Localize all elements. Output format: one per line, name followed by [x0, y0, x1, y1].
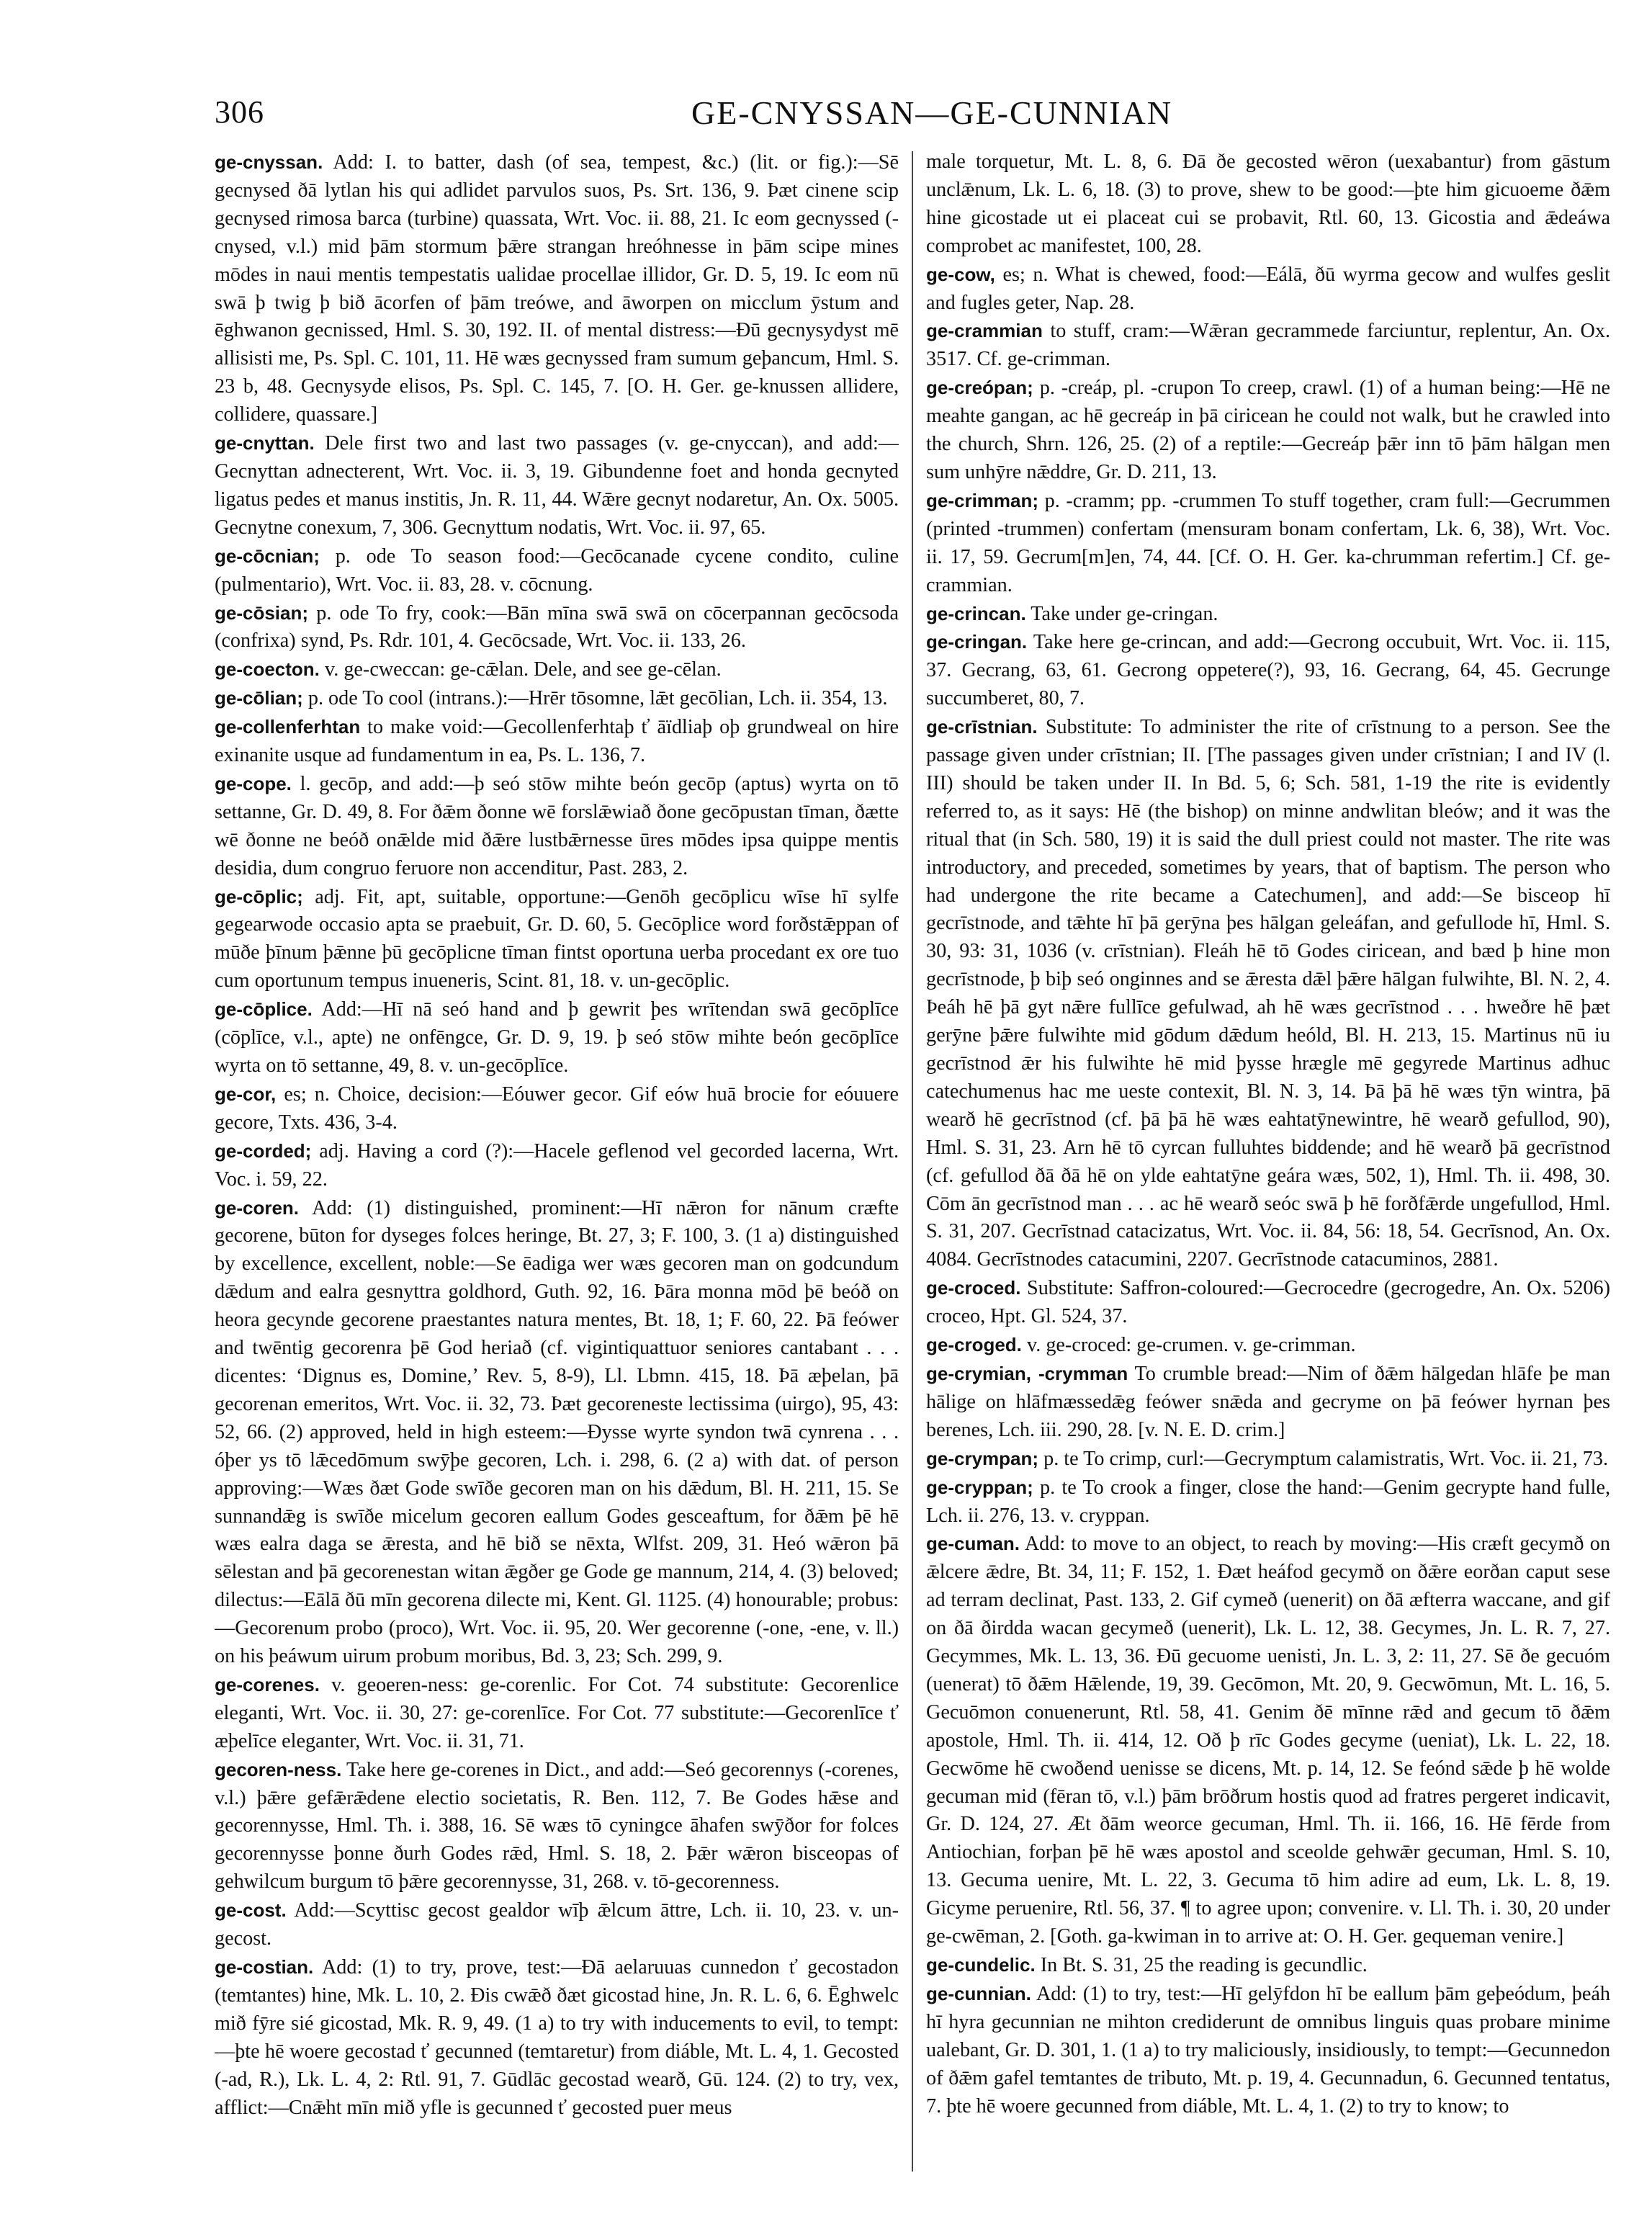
entry-headword: ge-corded; [215, 1139, 312, 1162]
entry-headword: ge-cost. [215, 1899, 287, 1922]
entry-definition: male torquetur, Mt. L. 8, 6. Ðā ðe gecosted wēron (uexabantur) from gāstum unclǣnum, Lk. L. 6, 18. (3) to prove, shew to be good:—þte him gicuoeme ðǣm hine gicostade ut ei placeat cui se probavit, Rtl. 60, 13. Gicostia and ǣdeáwa comprobet ac manifestet, 100, 28. [926, 151, 1610, 257]
entry-definition: p. te To crimp, curl:—Gecrymptum calamistratis, Wrt. Voc. ii. 21, 73. [1043, 1447, 1609, 1470]
entry-definition: es; n. Choice, decision:—Eóuwer gecor. Gif eów huā brocie for eóuuere gecore, Txts. 436, 3-4. [215, 1083, 899, 1134]
entry-definition: adj. Fit, apt, suitable, opportune:—Genōh gecōplicu wīse hī sylfe gegearwode occasio apta se praebuit, Gr. D. 60, 5. Gecōplice word forðstǣppan of mūðe þīnum þǣnne þū gecōplicne tīman fintst oportuna uerba procedant ex ore tuo cum oportunum tempus inueneris, Scint. 81, 18. v. un-gecōplic. [215, 885, 899, 992]
entry-headword: ge-corenes. [215, 1673, 320, 1695]
dictionary-entry [215, 1137, 899, 1194]
entry-headword: ge-croged. [926, 1334, 1022, 1356]
entry-headword: ge-creópan; [926, 377, 1033, 399]
entry-definition: p. -creáp, pl. -crupon To creep, crawl. (1) of a human being:—Hē ne meahte gangan, ac hē gecreáp in þā ciricean he could not walk, but he crawled into the church, Shrn. 126, 25. (2) of a reptile:—Gecreáp þǣr inn tō þām hālgan men sum unhȳre nǣddre, Gr. D. 211, 13. [926, 377, 1610, 483]
entry-headword: ge-cringan. [926, 631, 1028, 653]
entry-definition: v. ge-cweccan: ge-cǣlan. Dele, and see ge-cēlan. [324, 658, 722, 681]
dictionary-entry [215, 1953, 899, 2122]
entry-definition: Add: to move to an object, to reach by moving:—His cræft gecymð on ǣlcere ǣdre, Bt. 34, 11; F. 152, 1. Ðæt heáfod gecymð on ðǣre eorðan caput sese ad terram declinat, Past. 133, 2. Gif cymeð (uenerit) on ðā æfterra waccane, and gif on ðā ðirdda wacan gecymeð (uenerit), Lk. L. 12, 38. Gecymes, Jn. L. R. 7, 27. Gecymmes, Mk. L. 13, 36. Ðū gecuome uenisti, Jn. L. 3, 2: 11, 27. Sē ðe gecuóm (uenerat) tō ðǣm Hǣlende, 19, 39. Gecōmon, Mt. 20, 9. Gecwōmun, Mt. L. 16, 5. Gecuōmon conuenerunt, Rtl. 58, 41. Genim ðē mīnne rǣd and gecum tō ðǣm apostole, Hml. Th. ii. 414, 12. Oð þ rīc Godes gecyme (ueniat), Lk. L. 22, 18. Gecwōme hē cwoðend uenisse se dicens, Mt. p. 14, 12. Se feónd sǣde þ hē wolde gecuman mid (fēran tō, v.l.) þām brōðrum hostis quod ad fratres pergeret indicavit, Gr. D. 124, 27. Æt ðām weorce gecuman, Hml. Th. ii. 166, 16. Hē fērde from Antiochian, forþan þē hē wæs apostol and sceolde gehwǣr gecuman, Hml. S. 10, 13. Gecuma uenire, Mt. L. 22, 3. Gecuma tō him adire ad eum, Lk. L. 8, 19. Gicyme peruenire, Rtl. 56, 37. ¶ to agree upon; convenire. v. Ll. Th. i. 30, 20 under ge-cwēman, 2. [Goth. ga-kwiman in to arrive at: O. H. Ger. gequeman venire.] [926, 1533, 1610, 1948]
dictionary-entry [926, 1274, 1610, 1331]
entry-headword: ge-cnyttan. [215, 432, 315, 454]
entry-headword: ge-coren. [215, 1196, 300, 1219]
entry-definition: to stuff, cram:—Wǣran gecrammede farciuntur, replentur, An. Ox. 3517. Cf. ge-crimman. [926, 320, 1610, 371]
dictionary-entry [926, 1980, 1610, 2121]
entry-headword: ge-collenferhtan [215, 716, 361, 738]
dictionary-entry [215, 655, 899, 684]
dictionary-entry [215, 995, 899, 1080]
entry-headword: ge-croced. [926, 1277, 1021, 1299]
dictionary-entry [926, 713, 1610, 1274]
right-column [926, 148, 1610, 2179]
dictionary-entry [926, 628, 1610, 713]
left-column [215, 148, 899, 2179]
entry-headword: ge-crimman; [926, 489, 1039, 511]
entry-definition: Dele first two and last two passages (v. ge-cnyccan), and add:—Gecnyttan adnecterent, Wrt. Voc. ii. 3, 19. Gibundenne foet and honda gecnyted ligatus pedes et manus institis, Jn. R. 11, 44. Wǣre gecnyt nodaretur, An. Ox. 5005. Gecnytne conexum, 7, 306. Gecnyttum nodatis, Wrt. Voc. ii. 97, 65. [215, 432, 899, 539]
entry-headword: ge-crympan; [926, 1447, 1039, 1469]
entry-definition: Add:—Hī nā seó hand and þ gewrit þes wrītendan swā gecōplīce (cōplīce, v.l., apte) ne onfēngce, Gr. D. 9, 19. þ seó stōw mihte beón gecōplīce wyrta on tō settanne, 49, 8. v. un-gecōplīce. [215, 998, 899, 1077]
entry-headword: ge-coecton. [215, 658, 320, 681]
dictionary-entry [215, 684, 899, 713]
entry-definition: to make void:—Gecollenferhtaþ ť āïdliaþ oþ grundweal on hire exinanite usque ad fundamentum in ea, Ps. L. 136, 7. [215, 716, 899, 767]
entry-definition: Add: (1) distinguished, prominent:—Hī nǣron for nānum cræfte gecorene, būton for dyseges folces heringe, Bt. 27, 3; F. 100, 3. (1 a) distinguished by excellence, excellent, noble:—Se ēadiga wer wæs gecoren man on godcundum dǣdum and ealra gesnyttra goldhord, Guth. 92, 16. Þāra monna mōd þē beóð on heora gecynde gecorene praestantes natura mentes, Bt. 18, 1; F. 60, 22. Þā feówer and twēntig gecorenra þē God heriað (cf. vigintiquattuor seniores cantabant . . . dicentes: ‘Dignus es, Domine,’ Rev. 5, 8-9), Ll. Lbmn. 415, 18. Þā æþelan, þā gecorenan emeritos, Wrt. Voc. ii. 32, 73. Þæt gecoreneste lectissima (uirgo), 95, 43: 52, 66. (2) approved, held in high esteem:—Ðysse wyrte syndon twā cynrena . . . óþer ys tō lǣcedōmum swȳþe gecoren, Lch. i. 298, 6. (2 a) with dat. of person approving:—Wæs ðæt Gode swīðe gecoren man on his dǣdum, Bl. H. 211, 15. Se sunnandǣg is swīðe micelum gecoren eallum Godes gesceaftum, for ðǣm þē hē wæs ealra daga se ǣresta, and hē bið se nēxta, Wlfst. 209, 31. Heó wǣron þā sēlestan and þā gecorenestan witan ǣgðer ge Gode ge mannum, 214, 4. (3) beloved; dilectus:—Eālā ðū mīn gecorena dilecte mi, Kent. Gl. 1125. (4) honourable; probus:—Gecorenum probo (proco), Wrt. Voc. ii. 95, 20. Wer gecorenne (-one, -ene, v. ll.) on his þeáwum uirum probum moribus, Bd. 3, 23; Sch. 299, 9. [215, 1196, 899, 1668]
dictionary-entry [215, 542, 899, 599]
dictionary-entry [926, 1530, 1610, 1951]
entry-headword: ge-cow, [926, 263, 995, 285]
dictionary-entry [215, 883, 899, 996]
entry-headword: ge-cōplic; [215, 885, 303, 907]
entry-definition: Take here ge-crincan, and add:—Gecrong occubuit, Wrt. Voc. ii. 115, 37. Gecrang, 63, 61. Gecrong oppetere(?), 93, 16. Gecrang, 64, 45. Gecrunge succumberet, 80, 7. [926, 631, 1610, 710]
dictionary-entry [215, 1756, 899, 1897]
entry-definition: Add: (1) to try, prove, test:—Ðā aelaruuas cunnedon ť gecostadon (temtantes) hine, Mk. L. 10, 2. Ðis cwǣð ðæt gicostad hine, Jn. R. L. 6, 6. Ēghwelc mið fȳre sié gicostad, Mk. R. 9, 49. (1 a) to try with inducements to evil, to tempt:—þte hē woere gecostad ť gecunned (temtaretur) from diáble, Mt. L. 4, 1. Gecosted (-ad, R.), Lk. L. 4, 2: Rtl. 91, 7. Gūdlāc gecostad wearð, Gū. 124. (2) to try, vex, afflict:—Cnǣht mīn mið yfle is gecunned ť gecosted puer meus [215, 1956, 899, 2119]
entry-headword: ge-cuman. [926, 1533, 1020, 1555]
dictionary-entry [926, 1445, 1610, 1474]
column-divider [912, 151, 913, 2172]
entry-definition: p. ode To cool (intrans.):—Hrēr tōsomne, lǣt gecōlian, Lch. ii. 354, 13. [307, 687, 888, 710]
entry-headword: ge-cope. [215, 772, 292, 794]
entry-headword: ge-costian. [215, 1956, 314, 1978]
entry-definition: In Bt. S. 31, 25 the reading is gecundlic. [1040, 1954, 1368, 1976]
entry-headword: ge-cryppan; [926, 1476, 1033, 1498]
entry-headword: gecoren-ness. [215, 1758, 342, 1780]
dictionary-entry [926, 374, 1610, 487]
entry-definition: Add: I. to batter, dash (of sea, tempest, &c.) (lit. or fig.):—Sē gecnysed ðā lytlan his qui adlidet parvulos suos, Ps. Srt. 136, 9. Þæt cinene scip gecnysed rimosa barca (turbine) quassata, Wrt. Voc. ii. 88, 21. Ic eom gecnyssed (-cnysed, v.l.) mid þām stormum þǣre strangan hreóhnesse in þām scipe mines mōdes in naui mentis tempestatis ualidae procellae illidor, Gr. D. 5, 19. Ic eom nū swā þ twig þ bið ācorfen of þām treówe, and āworpen on micclum ȳstum and ēghwanon gecnissed, Hml. S. 30, 192. II. of mental distress:—Ðū gecnysydyst mē allisisti me, Ps. Spl. C. 101, 11. Hē wæs gecnyssed fram sumum geþancum, Hml. S. 23 b, 48. Gecnysyde elisos, Ps. Spl. C. 145, 7. [O. H. Ger. ge-knussen allidere, collidere, quassare.] [215, 151, 899, 426]
entry-headword: ge-cōlian; [215, 687, 303, 709]
entry-definition: p. te To crook a finger, close the hand:—Genim gecrypte hand fulle, Lch. ii. 276, 13. v. cryppan. [926, 1476, 1610, 1527]
dictionary-entry [215, 1080, 899, 1137]
dictionary-entry [215, 713, 899, 770]
entry-headword: ge-cunnian. [926, 1982, 1031, 2004]
entry-definition: v. geoeren-ness: ge-corenlic. For Cot. 74 substitute: Gecorenlice eleganti, Wrt. Voc. ii. 30, 27: ge-corenlīce. For Cot. 77 substitute:—Gecorenlīce ť æþelīce eleganter, Wrt. Voc. ii. 31, 71. [215, 1673, 899, 1752]
dictionary-entry [926, 1951, 1610, 1980]
dictionary-entry [215, 1194, 899, 1671]
dictionary-entry [926, 487, 1610, 600]
entry-definition: Add: (1) to try, test:—Hī gelȳfdon hī be eallum þām geþeódum, þeáh hī hyra gecunnian ne mihton crediderunt de omnibus linguis quas probare minime ualebant, Gr. D. 301, 1. (1 a) to try maliciously, insidiously, to tempt:—Gecunnedon of ðǣm gafel temtantes de tributo, Mt. p. 19, 4. Gecunnadun, 6. Gecunned tentatus, 7. þte hē woere gecunned from diáble, Mt. L. 4, 1. (2) to try to know; to [926, 1982, 1610, 2117]
entry-definition: adj. Having a cord (?):—Hacele geflenod vel gecorded lacerna, Wrt. Voc. i. 59, 22. [215, 1139, 899, 1191]
entry-headword: ge-cōsian; [215, 601, 309, 624]
entry-definition: To crumble bread:—Nim of ðǣm hālgedan hlāfe þe man hālige on hlāfmæssedǣg feówer snǣda and gecryme on þā feówer hyrnan þes berenes, Lch. iii. 290, 28. [v. N. E. D. crim.] [926, 1362, 1610, 1441]
entry-definition: p. ode To fry, cook:—Bān mīna swā swā on cōcerpannan gecōcsoda (confrixa) synd, Ps. Rdr. 101, 4. Gecōcsade, Wrt. Voc. ii. 133, 26. [215, 601, 899, 653]
dictionary-entry [926, 1474, 1610, 1530]
entry-headword: ge-cōcnian; [215, 544, 320, 567]
entry-definition: v. ge-croced: ge-crumen. v. ge-crimman. [1026, 1334, 1356, 1357]
dictionary-entry [926, 1360, 1610, 1445]
entry-headword: ge-cundelic. [926, 1954, 1036, 1976]
entry-headword: ge-crymian, -crymman [926, 1362, 1128, 1384]
dictionary-entry [926, 1331, 1610, 1360]
entry-definition: Substitute: Saffron-coloured:—Gecrocedre (gecrogedre, An. Ox. 5206) croceo, Hpt. Gl. 524, 37. [926, 1277, 1610, 1328]
entry-headword: ge-crincan. [926, 602, 1026, 624]
entry-definition: Take here ge-corenes in Dict., and add:—Seó gecorennys (-corenes, v.l.) þǣre gefǣrǣdene electio societatis, R. Ben. 112, 7. Be Godes hǣse and gecorennysse, Hml. Th. i. 388, 16. Sē wæs tō cyningce āhafen swȳðor for folces gecorennysse þonne ðurh Godes rǣd, Hml. S. 18, 2. Þǣr wǣron bisceopas of gehwilcum burgum tō þǣre gecorennysse, 31, 268. v. tō-gecorenness. [215, 1758, 899, 1893]
dictionary-entry [926, 317, 1610, 374]
running-head: GE-CNYSSAN—GE-CUNNIAN [691, 94, 1173, 131]
dictionary-entry [926, 261, 1610, 318]
dictionary-entry [215, 1896, 899, 1953]
entry-headword: ge-cnyssan. [215, 151, 323, 173]
entry-definition: p. ode To season food:—Gecōcanade cycene condito, culine (pulmentario), Wrt. Voc. ii. 83, 28. v. cōcnung. [215, 544, 899, 596]
dictionary-entry [215, 1671, 899, 1756]
page-number: 306 [215, 94, 264, 130]
entry-headword: ge-crammian [926, 320, 1043, 342]
entry-definition: es; n. What is chewed, food:—Eálā, ðū wyrma gecow and wulfes geslit and fugles geter, Nap. 28. [926, 263, 1610, 314]
entry-definition: Substitute: To administer the rite of crīstnung to a person. See the passage given under crīstnian; II. [The passages given under crīstnian; I and IV (l. III) should be taken under II. In Bd. 5, 6; Sch. 581, 1-19 the rite is evidently referred to, as it says: Hē (the bishop) on minne andwlitan bleów; and it was the ritual that (in Sch. 580, 19) it is said the dull priest could not master. The rite was introductory, and preceded, sometimes by years, that of baptism. The person who had undergone the rite became a Catechumen], and add:—Se bisceop hī gecrīstnode, and tǣhte hī þā gerȳna þes hālgan geleáfan, and gefullode hī, Hml. S. 30, 93: 31, 1036 (v. crīstnian). Fleáh hē tō Godes ciricean, and bæd þ hine mon gecrīstnode, þ biþ seó onginnes and se ǣresta dǣl þǣre hālgan fulwihte, Bl. N. 2, 4. Þeáh hē þā gyt nǣre fullīce gefulwad, ah hē wæs gecrīstnod . . . hweðre hē þæt gerȳne þǣre fulwihte mid gōdum dǣdum heóld, Bl. H. 213, 15. Martinus nū iu gecrīstnod ǣr his fulwihte hē mid þysse hrægle mē gegyrede Martinus adhuc catechumenus hac me ueste contexit, Bl. N. 3, 14. Þā þā hē wæs tȳn wintra, þā wearð hē gecrīstnod (cf. þā þā hē wæs eahtatȳnewintre, hē wearð gefullod, 90), Hml. S. 31, 23. Arn hē tō cyrcan fulluhtes biddende; and hē wearð þā gecrīstnod (cf. gefullod ðā ðā hē on ylde eahtatȳne geára wæs, 502, 1), Hml. Th. ii. 498, 30. Cōm ān gecrīstnod man . . . ac hē wearð seóc swā þ hē forðfǣrde ungefullod, Hml. S. 31, 207. Gecrīstnad catacizatus, Wrt. Voc. ii. 84, 56: 18, 54. Gecrīsnod, An. Ox. 4084. Gecrīstnodes catacumini, 2207. Gecrīstnode catacuminos, 2881. [926, 716, 1610, 1271]
dictionary-entry [926, 600, 1610, 629]
entry-definition: Take under ge-cringan. [1031, 602, 1218, 625]
entry-definition: Add:—Scyttisc gecost gealdor wīþ ǣlcum āttre, Lch. ii. 10, 23. v. un-gecost. [215, 1899, 899, 1950]
dictionary-entry [215, 148, 899, 429]
dictionary-entry [215, 599, 899, 656]
dictionary-entry [215, 770, 899, 883]
dictionary-entry [926, 148, 1610, 261]
dictionary-entry [215, 429, 899, 542]
entry-headword: ge-cōplice. [215, 998, 313, 1021]
entry-definition: p. -cramm; pp. -crummen To stuff together, cram full:—Gecrummen (printed -trummen) confertam (mensuram bonam confertam, Lk. 6, 38), Wrt. Voc. ii. 17, 59. Gecrum[m]en, 74, 44. [Cf. O. H. Ger. ka-chrumman refertim.] Cf. ge-crammian. [926, 489, 1610, 596]
entry-definition: l. gecōp, and add:—þ seó stōw mihte beón gecōp (aptus) wyrta on tō settanne, Gr. D. 49, 8. For ðǣm ðonne wē forslǣwiað ðone gecōpustan tīman, ðætte wē ðonne ne beóð onǣlde mid ðǣre lustbǣrnesse ūres mōdes ipsa quippe mentis desidia, dum congruo feruore non accenditur, Past. 283, 2. [215, 772, 899, 879]
entry-headword: ge-cor, [215, 1083, 277, 1105]
entry-headword: ge-crīstnian. [926, 716, 1038, 738]
